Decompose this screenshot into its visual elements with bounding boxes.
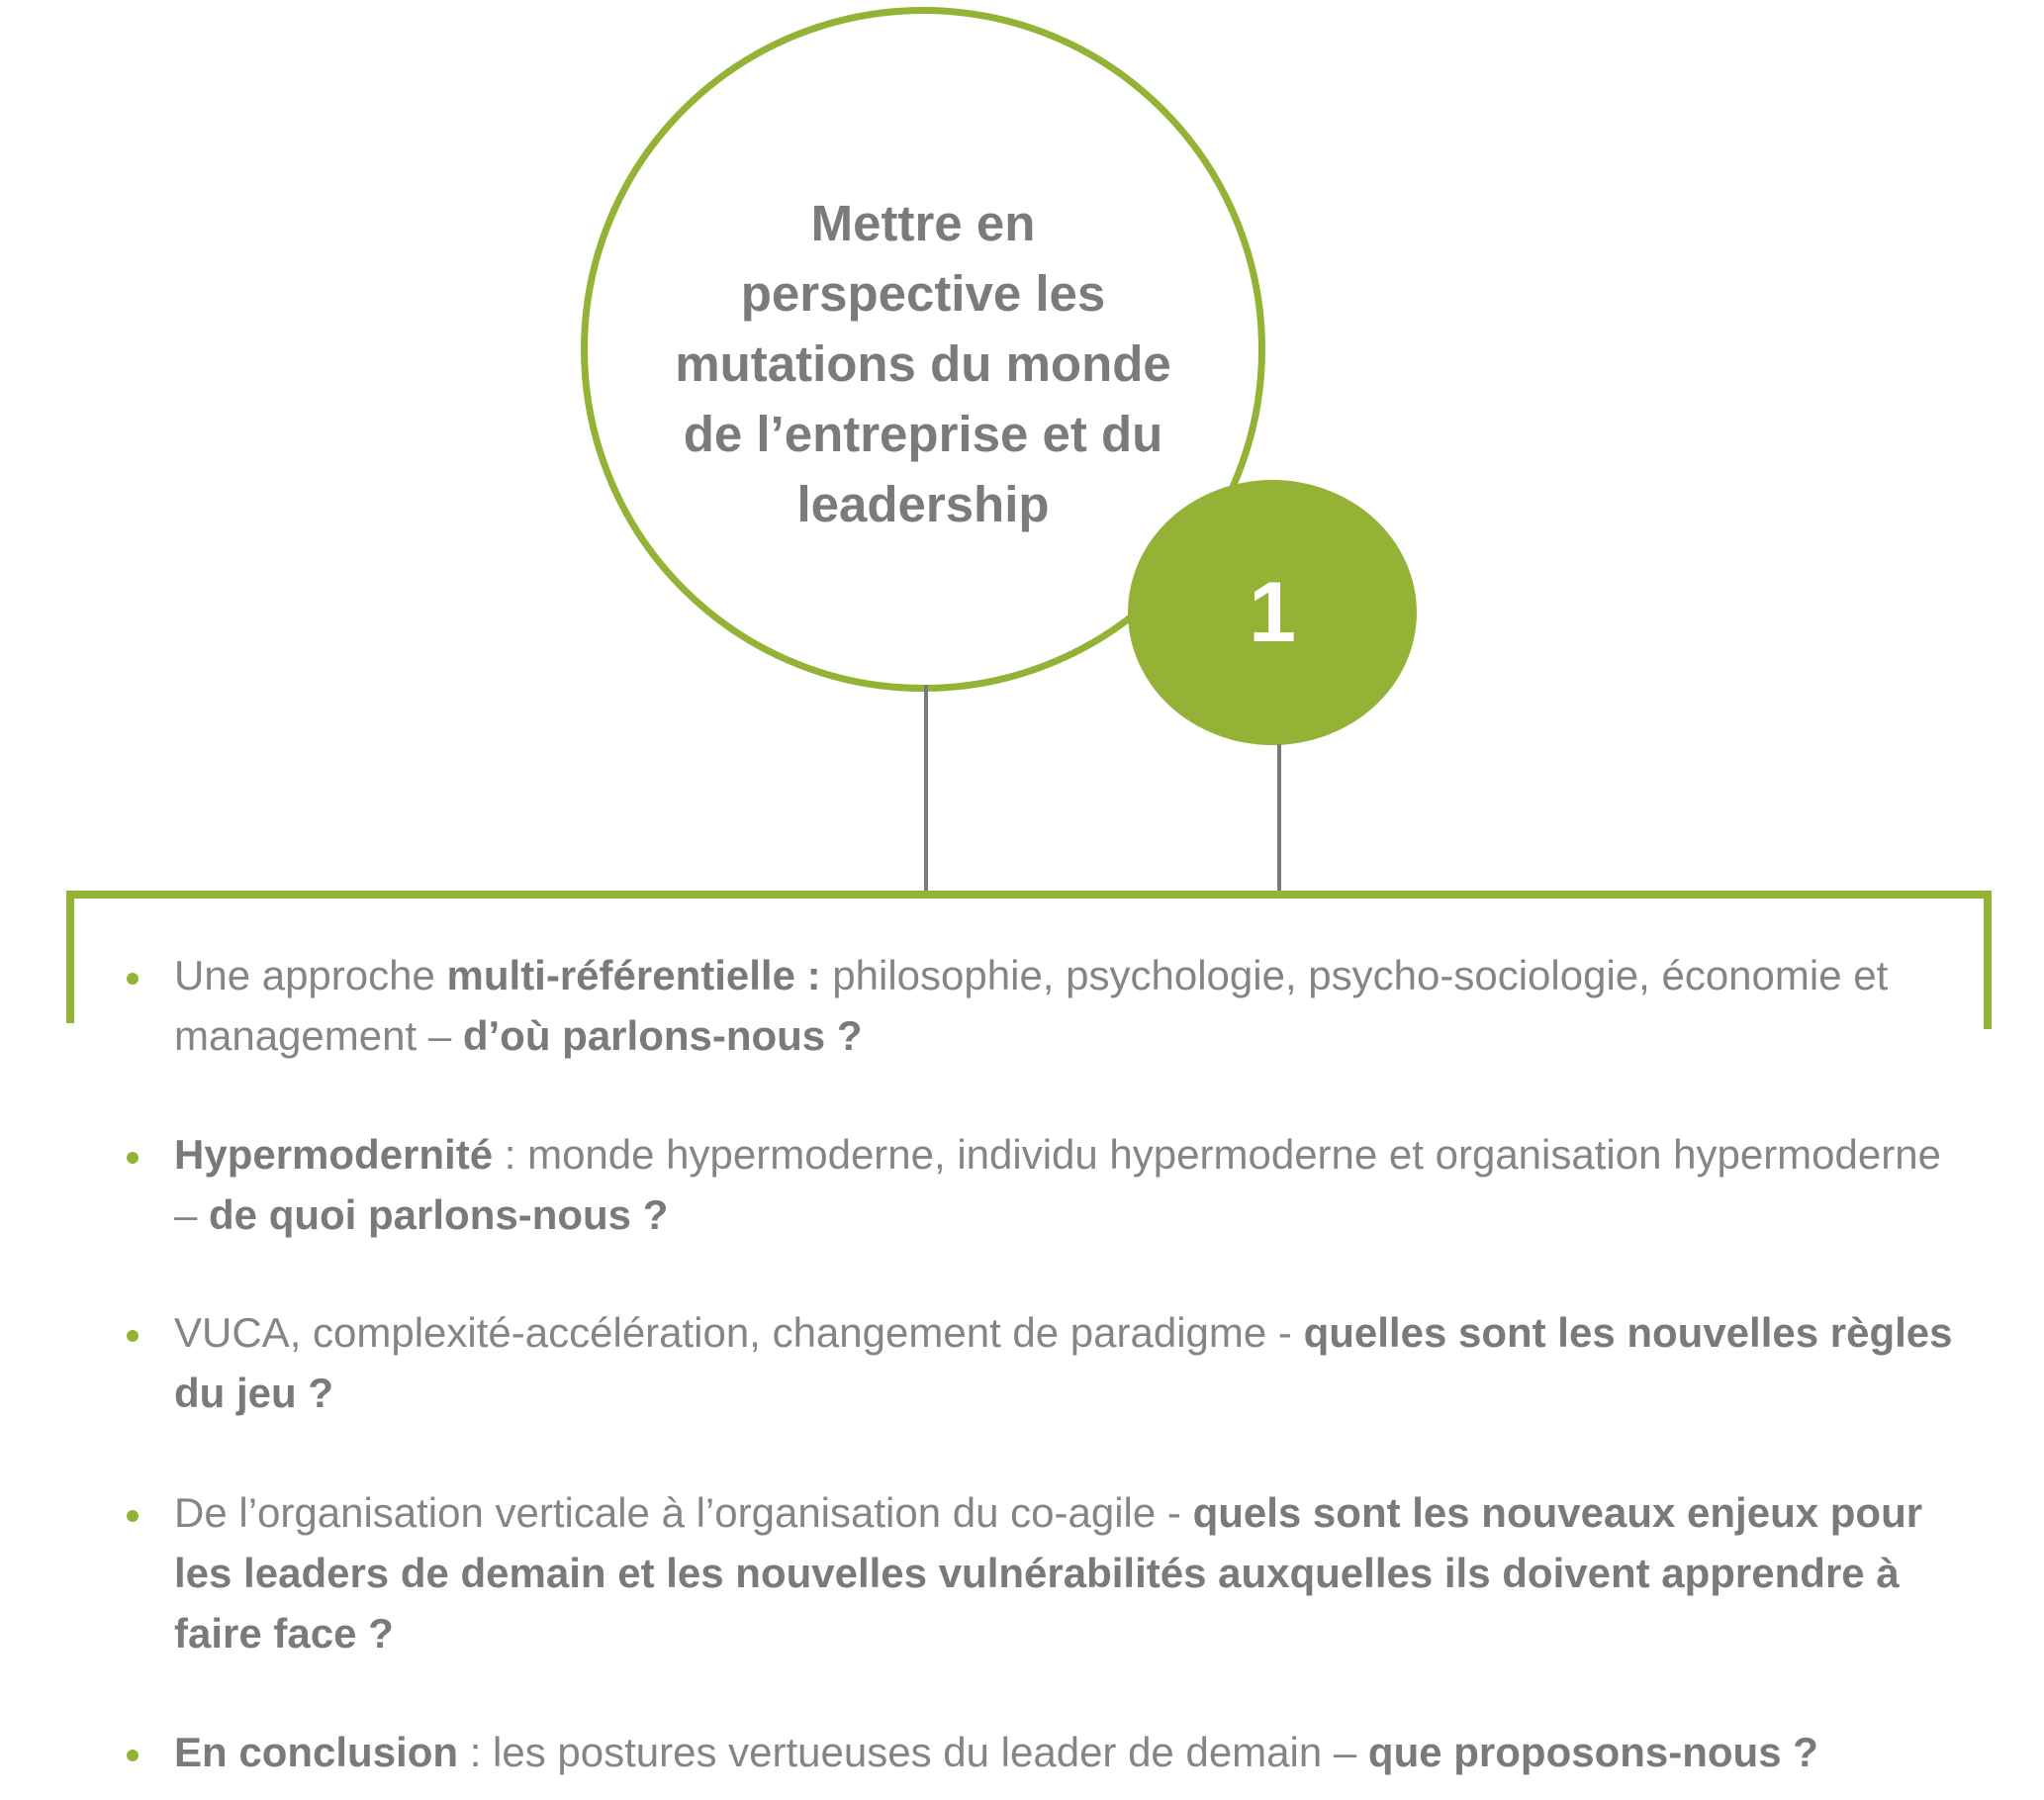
bullet-dot: [127, 1750, 139, 1761]
bullet-item-organisation: [174, 1482, 1955, 1663]
bullet-item-conclusion: [174, 1722, 1955, 1782]
bullet-text: De l’organisation verticale à l’organisation du co-agile -: [174, 1489, 1193, 1536]
bullet-dot: [127, 1330, 139, 1342]
bullet-text: Une approche: [174, 952, 447, 998]
bullet-dot: [127, 1510, 139, 1522]
topic-title: Mettre en perspective les mutations du monde de l’entreprise et du leadership: [675, 195, 1171, 532]
bullet-item-hypermodernity: [174, 1124, 1955, 1245]
bullet-emphasis: Hypermodernité: [174, 1131, 494, 1178]
bullet-text: : les postures vertueuses du leader de demain –: [458, 1729, 1368, 1775]
bullet-emphasis: multi-référentielle :: [446, 952, 821, 998]
bullet-question: d’où parlons-nous ?: [462, 1012, 863, 1059]
bullet-item-vuca: [174, 1302, 1955, 1423]
bullet-question: quels sont les nouveaux enjeux pour les leaders de demain et les nouvelles vulnérabilités auxquelles ils doivent apprendre à faire face ?: [174, 1489, 1923, 1657]
bullet-text: : monde hypermoderne, individu hypermoderne et organisation hypermoderne –: [174, 1131, 1941, 1238]
bullet-question: de quoi parlons-nous ?: [209, 1191, 669, 1238]
bullet-question: quelles sont les nouvelles règles du jeu ?: [174, 1309, 1953, 1416]
bullet-emphasis: En conclusion: [174, 1729, 459, 1775]
bullet-item-approach: [174, 945, 1955, 1066]
bullet-dot: [127, 973, 139, 985]
bullet-question: que proposons-nous ?: [1367, 1729, 1818, 1775]
bullet-text: VUCA, complexité-accélération, changement de paradigme -: [174, 1309, 1304, 1356]
bullet-text: philosophie, psychologie, psycho-sociologie, économie et management –: [174, 952, 1889, 1059]
bullet-dot: [127, 1152, 139, 1164]
step-number: 1: [1249, 564, 1296, 660]
